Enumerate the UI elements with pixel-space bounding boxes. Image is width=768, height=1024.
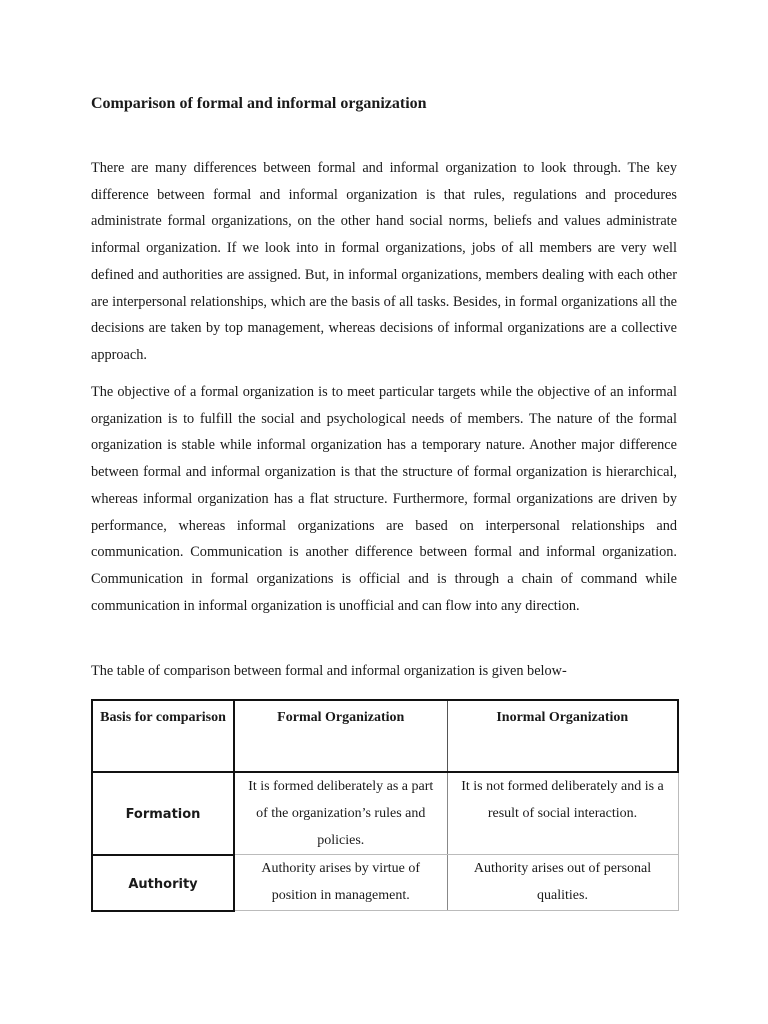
header-formal: Formal Organization [234, 700, 447, 772]
comparison-table [91, 699, 679, 912]
table-row [92, 772, 678, 855]
table-row [92, 855, 678, 911]
cell-formal-formation: It is formed deliberately as a part of the organization’s rules and policies. [234, 772, 447, 855]
paragraph-objectives: The objective of a formal organization is to meet particular targets while the objective of an informal organization is to fulfill the social and psychological needs of members. The nature of the formal organization is stable while informal organization has a temporary nature. Another major difference between formal and informal organization is that the structure of formal organization is hierarchical, whereas informal organization has a flat structure. Furthermore, formal organizations are driven by performance, whereas informal organizations are based on interpersonal relationships and communication. Communication is another difference between formal and informal organization. Communication in formal organizations is official and is through a chain of command while communication in informal organization is unofficial and can flow into any direction. [91, 384, 677, 614]
cell-informal-authority: Authority arises out of personal qualities. [447, 855, 678, 911]
cell-formal-authority: Authority arises by virtue of position in management. [234, 855, 447, 911]
document-title: Comparison of formal and informal organization [91, 95, 427, 112]
cell-informal-formation: It is not formed deliberately and is a result of social interaction. [447, 772, 678, 855]
paragraph-table-intro: The table of comparison between formal and informal organization is given below- [91, 663, 567, 679]
header-basis: Basis for comparison [92, 700, 234, 772]
row-basis-formation: Formation [92, 772, 234, 855]
row-basis-authority: Authority [92, 855, 234, 911]
table-header-row [92, 700, 678, 772]
header-informal: Inormal Organization [447, 700, 678, 772]
paragraph-differences: There are many differences between formal and informal organization to look through. The key difference between formal and informal organization is that rules, regulations and procedures administrate formal organizations, on the other hand social norms, beliefs and values administrate informal organization. If we look into in formal organizations, jobs of all members are very well defined and authorities are assigned. But, in informal organizations, members dealing with each other are interpersonal relationships, which are the basis of all tasks. Besides, in formal organizations all the decisions are taken by top management, whereas decisions of informal organizations are a collective approach. [91, 160, 677, 363]
